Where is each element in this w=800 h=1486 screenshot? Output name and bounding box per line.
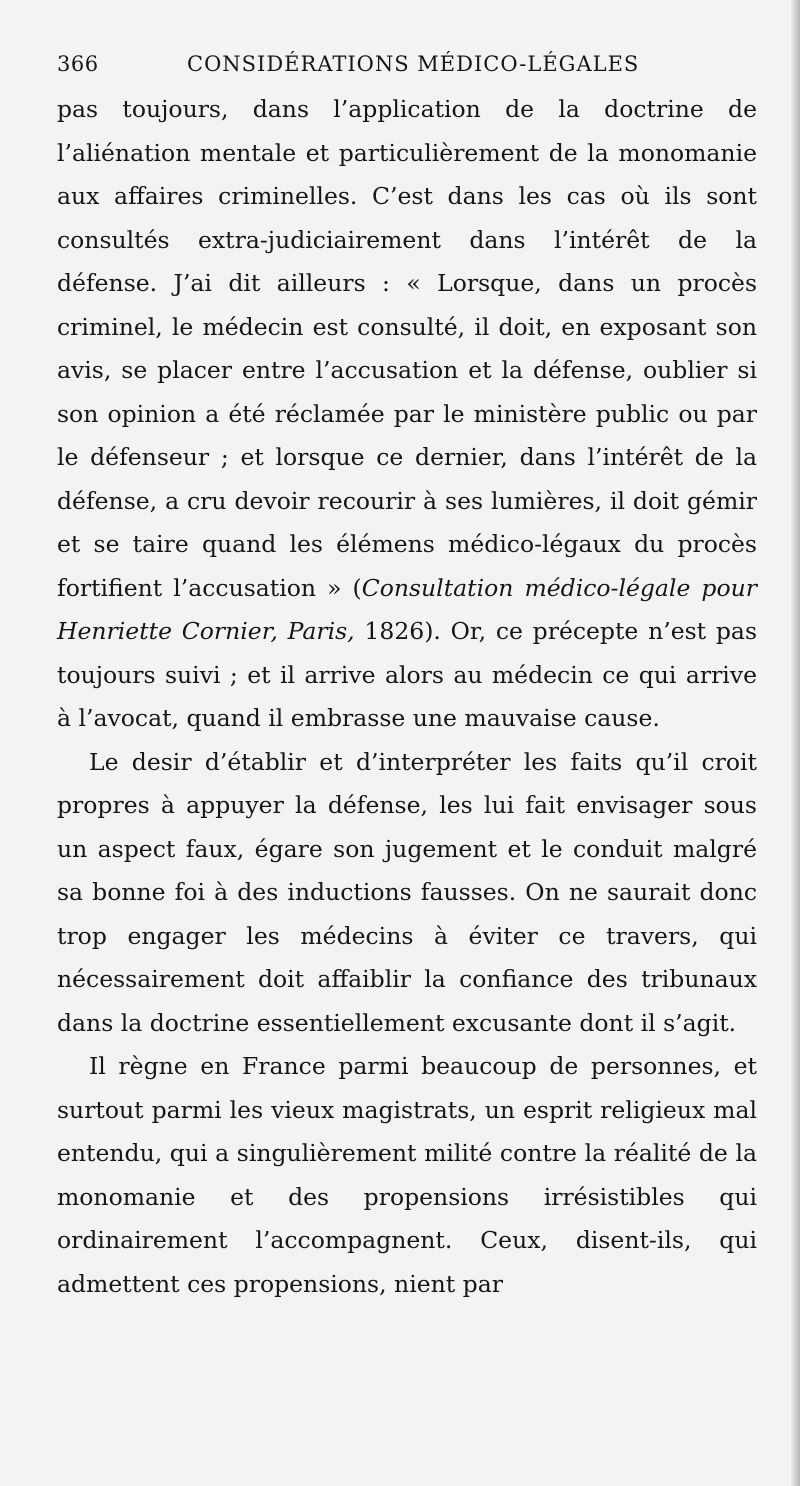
page-number: 366: [57, 52, 99, 76]
paragraph-1-text: pas toujours, dans l’application de la doctrine de l’aliénation mentale et particulièrement de la monomanie aux affaires criminelles. C’est dans les cas où ils sont consultés extra-judiciairement dans l’intérêt de la défense. J’ai dit ailleurs : « Lorsque, dans un procès criminel, le médecin est consulté, il doit, en exposant son avis, se placer entre l’accusation et la défense, oublier si son opinion a été réclamée par le ministère public ou par le défenseur ; et lorsque ce dernier, dans l’intérêt de la défense, a cru devoir recourir à ses lumières, il doit gémir et se taire quand les élémens médico-légaux du procès fortifient l’accusation » (: [57, 95, 757, 602]
paragraph-1: [57, 88, 757, 741]
page-header: [57, 40, 757, 88]
paragraph-3: Il règne en France parmi beaucoup de personnes, et surtout parmi les vieux magistrats, un esprit religieux mal entendu, qui a singulièrement milité contre la réalité de la monomanie et des propensions irrésistibles qui ordinairement l’accompagnent. Ceux, disent-ils, qui admettent ces propensions, nient par: [57, 1052, 757, 1298]
paragraph-2: Le desir d’établir et d’interpréter les faits qu’il croit propres à appuyer la défense, les lui fait envisager sous un aspect faux, égare son jugement et le conduit malgré sa bonne foi à des inductions fausses. On ne saurait donc trop engager les médecins à éviter ce travers, qui nécessairement doit affaiblir la confiance des tribunaux dans la doctrine essentiellement excusante dont il s’agit.: [57, 747, 757, 1037]
citation-title: Consultation médico-légale pour Henriette Cornier, Paris,: [57, 573, 757, 645]
paragraph-1-text-end: 1826). Or, ce précepte n’est pas toujours suivi ; et il arrive alors au médecin ce qui arrive à l’avocat, quand il embrasse une mauvaise cause.: [57, 617, 757, 732]
running-head: CONSIDÉRATIONS MÉDICO-LÉGALES: [187, 52, 640, 76]
text-block: [57, 40, 757, 1306]
